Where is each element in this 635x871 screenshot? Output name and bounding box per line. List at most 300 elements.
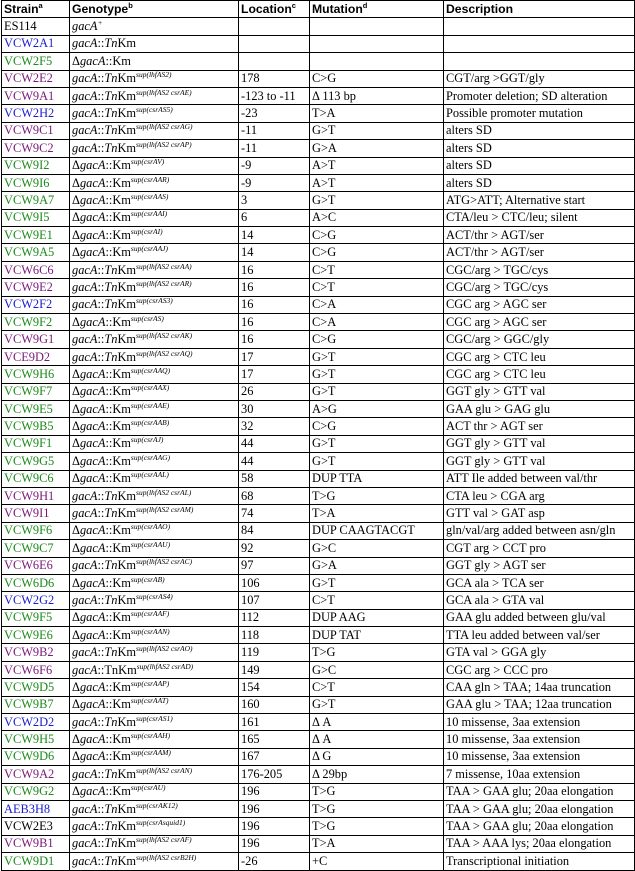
genotype-cell [70, 279, 239, 296]
genotype-suppressor: sup(lhfAS2) [136, 70, 172, 80]
genotype-gene: gacA [72, 853, 98, 868]
location-cell: 58 [239, 470, 310, 487]
table-row [2, 609, 635, 626]
genotype-prefix: Δ [72, 175, 80, 190]
genotype-marker: Km [117, 88, 137, 103]
mutation-cell: T>G [310, 800, 444, 817]
genotype-suppressor: sup(csrAV) [130, 157, 165, 167]
genotype-cell [70, 731, 239, 748]
genotype-insertion: ::Km [105, 366, 131, 381]
table-body [2, 18, 635, 870]
genotype-insertion: :: [97, 279, 105, 294]
strain-cell: VCW9A5 [2, 244, 70, 261]
table-row [2, 696, 635, 713]
genotype-gene: gacA [79, 540, 106, 555]
genotype-prefix: Δ [72, 749, 80, 764]
genotype-transposon: Tn [104, 819, 118, 834]
header-label: Description [446, 1, 514, 16]
genotype-gene: gacA [79, 679, 106, 694]
strain-cell: ES114 [2, 18, 70, 35]
table-row [2, 853, 635, 870]
genotype-cell [70, 505, 239, 522]
genotype-gene: gacA [72, 279, 98, 294]
genotype-insertion: ::Km [105, 384, 131, 399]
strain-cell: VCW9I6 [2, 174, 70, 191]
genotype-gene: gacA [72, 349, 98, 364]
location-cell: 44 [239, 453, 310, 470]
genotype-transposon: Tn [104, 714, 118, 729]
genotype-cell [70, 174, 239, 191]
strain-cell: AEB3H8 [2, 800, 70, 817]
genotype-suppressor: sup(csrAS1) [136, 713, 173, 723]
genotype-gene: gacA [79, 575, 106, 590]
strain-cell: VCW2F2 [2, 296, 70, 313]
strain-cell: VCW9H6 [2, 366, 70, 383]
genotype-prefix: Δ [72, 540, 80, 555]
table-row [2, 400, 635, 417]
genotype-cell [70, 853, 239, 870]
table-row [2, 53, 635, 70]
genotype-gene: gacA [72, 140, 98, 155]
table-row [2, 261, 635, 278]
genotype-marker: Km [117, 332, 137, 347]
genotype-gene: gacA [72, 645, 98, 660]
table-row [2, 244, 635, 261]
genotype-gene: gacA [79, 53, 106, 68]
genotype-marker: Km [117, 349, 137, 364]
mutation-cell: G>C [310, 540, 444, 557]
location-cell: 16 [239, 314, 310, 331]
genotype-gene: gacA [79, 436, 106, 451]
location-cell: -11 [239, 140, 310, 157]
genotype-cell [70, 244, 239, 261]
strain-cell: VCW9D5 [2, 679, 70, 696]
strain-cell: VCW9A1 [2, 87, 70, 104]
table-row [2, 783, 635, 800]
genotype-suppressor: sup(lhfAS2 csrAR) [136, 278, 192, 288]
genotype-gene: gacA [79, 471, 106, 486]
genotype-cell [70, 383, 239, 400]
genotype-cell [70, 35, 239, 52]
location-cell: 16 [239, 296, 310, 313]
genotype-marker: Km [117, 558, 137, 573]
table-row [2, 800, 635, 817]
mutation-cell: A>T [310, 157, 444, 174]
genotype-cell [70, 227, 239, 244]
genotype-cell [70, 400, 239, 417]
description-cell: CTA leu > CGA arg [444, 487, 635, 504]
location-cell [239, 35, 310, 52]
location-cell: 92 [239, 540, 310, 557]
genotype-marker: Km [117, 279, 137, 294]
genotype-suppressor: sup(csrAS3) [136, 296, 173, 306]
genotype-gene: gacA [72, 36, 98, 51]
genotype-gene: gacA [72, 714, 98, 729]
genotype-gene: gacA [79, 749, 106, 764]
genotype-insertion: ::Km [105, 540, 131, 555]
genotype-transposon: Tn [104, 349, 118, 364]
description-cell: CGC arg > AGC ser [444, 296, 635, 313]
table-row [2, 487, 635, 504]
genotype-gene: gacA [79, 627, 106, 642]
genotype-prefix: Δ [72, 575, 80, 590]
genotype-suppressor: sup(lhfAS2 csrAD) [136, 661, 194, 671]
genotype-cell [70, 644, 239, 661]
location-cell: 17 [239, 366, 310, 383]
genotype-gene: gacA [79, 210, 106, 225]
genotype-insertion: :: [97, 140, 105, 155]
mutation-cell: G>A [310, 140, 444, 157]
mutation-cell: Δ A [310, 714, 444, 731]
mutation-cell: G>T [310, 696, 444, 713]
strain-cell: VCE9D2 [2, 348, 70, 365]
location-cell: 165 [239, 731, 310, 748]
location-cell: 196 [239, 818, 310, 835]
genotype-suppressor: sup(lhfAS2 csrAG) [136, 122, 193, 132]
table-row [2, 679, 635, 696]
description-cell: alters SD [444, 174, 635, 191]
genotype-prefix: Δ [72, 401, 80, 416]
strain-cell: VCW6D6 [2, 574, 70, 591]
genotype-suppressor: sup(lhfAS2 csrAP) [136, 139, 192, 149]
mutation-cell: T>G [310, 487, 444, 504]
genotype-gene: gacA [72, 592, 98, 607]
location-cell: -26 [239, 853, 310, 870]
genotype-suppressor: sup(csrAAM) [130, 748, 171, 758]
table-row [2, 574, 635, 591]
mutation-cell: +C [310, 853, 444, 870]
genotype-suppressor: sup(csrAU) [130, 783, 166, 793]
genotype-gene: gacA [79, 366, 106, 381]
genotype-cell [70, 418, 239, 435]
description-header [444, 1, 635, 18]
mutation-cell: G>T [310, 192, 444, 209]
location-cell: 196 [239, 783, 310, 800]
genotype-cell [70, 70, 239, 87]
mutation-cell: Δ 113 bp [310, 87, 444, 104]
genotype-cell [70, 540, 239, 557]
genotype-cell [70, 783, 239, 800]
genotype-suppressor: sup(csrAAJ) [130, 244, 168, 254]
mutation-cell: T>A [310, 835, 444, 852]
location-cell: -9 [239, 174, 310, 191]
genotype-suppressor: sup(csrAAB) [130, 417, 170, 427]
genotype-insertion: ::Km [105, 210, 131, 225]
genotype-transposon: Tn [104, 297, 118, 312]
genotype-gene: gacA [72, 819, 98, 834]
mutation-cell: A>G [310, 400, 444, 417]
strain-cell: VCW9B5 [2, 418, 70, 435]
table-row [2, 418, 635, 435]
mutation-cell: C>T [310, 679, 444, 696]
strain-cell: VCW2E3 [2, 818, 70, 835]
description-cell: TAA > AAA lys; 20aa elongation [444, 835, 635, 852]
mutation-cell: DUP TAT [310, 627, 444, 644]
location-cell: 112 [239, 609, 310, 626]
genotype-gene: gacA [79, 158, 106, 173]
genotype-insertion: :: [97, 766, 105, 781]
table-row [2, 157, 635, 174]
table-row [2, 470, 635, 487]
genotype-gene: gacA [79, 384, 106, 399]
genotype-prefix: Δ [72, 314, 80, 329]
description-cell: 10 missense, 3aa extension [444, 731, 635, 748]
strain-cell: VCW2H2 [2, 105, 70, 122]
genotype-cell [70, 487, 239, 504]
table-row [2, 818, 635, 835]
strain-mutation-table [1, 0, 635, 871]
genotype-insertion: ::Km [105, 784, 131, 799]
location-cell: 106 [239, 574, 310, 591]
genotype-prefix: Δ [72, 53, 80, 68]
description-cell: TAA > GAA glu; 20aa elongation [444, 800, 635, 817]
table-row [2, 227, 635, 244]
genotype-suppressor: sup(csrAJ) [130, 435, 164, 445]
table-row [2, 140, 635, 157]
genotype-suppressor: sup(csrAAF) [130, 609, 170, 619]
table-row [2, 627, 635, 644]
table-row [2, 348, 635, 365]
mutation-cell: C>A [310, 296, 444, 313]
mutation-cell: Δ A [310, 731, 444, 748]
genotype-insertion: ::Km [105, 749, 131, 764]
description-cell: GGT gly > GTT val [444, 383, 635, 400]
genotype-gene: gacA [79, 419, 106, 434]
genotype-insertion: ::Km [105, 245, 131, 260]
genotype-transposon: Tn [104, 71, 118, 86]
location-cell: 16 [239, 331, 310, 348]
genotype-insertion: ::Km [105, 175, 131, 190]
strain-cell: VCW9C6 [2, 470, 70, 487]
genotype-gene: gacA [79, 697, 106, 712]
description-cell: GAA glu > TAA; 12aa truncation [444, 696, 635, 713]
header-footnote-mark: b [128, 0, 133, 10]
genotype-insertion: :: [97, 88, 105, 103]
genotype-transposon: Tn [104, 766, 118, 781]
genotype-insertion: ::Km [105, 471, 131, 486]
genotype-gene: gacA [79, 227, 106, 242]
genotype-cell [70, 105, 239, 122]
strain-cell: VCW2A1 [2, 35, 70, 52]
mutation-cell: C>G [310, 331, 444, 348]
genotype-insertion: :: [97, 36, 105, 51]
strain-cell: VCW2D2 [2, 714, 70, 731]
genotype-insertion: :: [97, 819, 105, 834]
genotype-marker: Km [117, 592, 137, 607]
genotype-prefix: Δ [72, 523, 80, 538]
genotype-insertion: ::Km [105, 697, 131, 712]
table-row [2, 557, 635, 574]
location-cell: 196 [239, 800, 310, 817]
table-row [2, 505, 635, 522]
header-footnote-mark: d [362, 0, 368, 10]
genotype-suppressor: sup(csrAK12) [136, 800, 178, 810]
genotype-cell [70, 627, 239, 644]
genotype-gene: gacA [79, 314, 106, 329]
location-cell: 178 [239, 70, 310, 87]
genotype-gene: gacA [79, 523, 106, 538]
description-cell: ACT thr > AGT ser [444, 418, 635, 435]
location-cell: 16 [239, 279, 310, 296]
genotype-header [70, 1, 239, 18]
genotype-cell [70, 818, 239, 835]
genotype-suppressor: sup(csrAAP) [130, 678, 170, 688]
genotype-gene: gacA [72, 88, 98, 103]
genotype-suppressor: sup(lhfAS2 csrAE) [136, 87, 192, 97]
genotype-prefix: Δ [72, 732, 80, 747]
mutation-cell: C>G [310, 227, 444, 244]
genotype-gene: gacA [72, 506, 98, 521]
strain-cell: VCW9I2 [2, 157, 70, 174]
genotype-gene: gacA [72, 766, 98, 781]
strain-cell: VCW9I1 [2, 505, 70, 522]
table-row [2, 366, 635, 383]
description-cell: GAA glu added between glu/val [444, 609, 635, 626]
genotype-suppressor: sup(lhfAS2 csrAA) [136, 261, 192, 271]
genotype-insertion: :: [97, 349, 105, 364]
mutation-cell: A>T [310, 174, 444, 191]
genotype-cell [70, 192, 239, 209]
genotype-transposon: Tn [104, 558, 118, 573]
mutation-cell [310, 18, 444, 35]
genotype-marker: Km [117, 262, 137, 277]
genotype-transposon: Tn [104, 262, 118, 277]
description-cell: CGT/arg >GGT/gly [444, 70, 635, 87]
genotype-marker: Km [117, 140, 137, 155]
genotype-gene: gacA [79, 610, 106, 625]
mutation-cell: C>T [310, 279, 444, 296]
genotype-prefix: Δ [72, 210, 80, 225]
strain-cell: VCW9H5 [2, 731, 70, 748]
table-row [2, 748, 635, 765]
genotype-suppressor: sup(csrAAX) [130, 383, 170, 393]
genotype-prefix: Δ [72, 697, 80, 712]
description-cell: CTA/leu > CTC/leu; silent [444, 209, 635, 226]
location-cell: 167 [239, 748, 310, 765]
genotype-gene: gacA [72, 297, 98, 312]
strain-cell: VCW9A2 [2, 766, 70, 783]
description-cell: GGT gly > GTT val [444, 435, 635, 452]
mutation-cell: C>G [310, 70, 444, 87]
location-cell: 3 [239, 192, 310, 209]
description-cell: ACT/thr > AGT/ser [444, 244, 635, 261]
table-row [2, 453, 635, 470]
mutation-cell: DUP CAAGTACGT [310, 522, 444, 539]
description-cell: 10 missense, 3aa extension [444, 714, 635, 731]
genotype-insertion: :: [97, 123, 105, 138]
table-row [2, 296, 635, 313]
location-cell [239, 53, 310, 70]
genotype-cell [70, 53, 239, 70]
genotype-cell [70, 261, 239, 278]
genotype-insertion: ::Km [105, 575, 131, 590]
genotype-cell [70, 366, 239, 383]
genotype-transposon: Tn [104, 140, 118, 155]
location-cell: 196 [239, 835, 310, 852]
genotype-cell [70, 435, 239, 452]
table-row [2, 331, 635, 348]
genotype-suppressor: + [97, 17, 103, 27]
genotype-gene: gacA [72, 71, 98, 86]
genotype-insertion: ::Km [105, 53, 131, 68]
description-cell: GCA ala > TCA ser [444, 574, 635, 591]
genotype-prefix: Δ [72, 366, 80, 381]
mutation-cell: T>A [310, 505, 444, 522]
genotype-marker: Km [117, 819, 137, 834]
genotype-insertion: :: [97, 332, 105, 347]
mutation-cell: G>T [310, 383, 444, 400]
header-label: Genotype [72, 1, 129, 16]
table-row [2, 314, 635, 331]
genotype-suppressor: sup(csrAS) [130, 313, 164, 323]
description-cell: alters SD [444, 140, 635, 157]
strain-cell: VCW9E5 [2, 400, 70, 417]
location-cell [239, 18, 310, 35]
genotype-gene: gacA [79, 732, 106, 747]
genotype-prefix: Δ [72, 679, 80, 694]
location-cell: -11 [239, 122, 310, 139]
genotype-cell [70, 766, 239, 783]
description-cell: GAA glu > GAG glu [444, 400, 635, 417]
genotype-gene: gacA [79, 453, 106, 468]
genotype-insertion: ::Km [105, 523, 131, 538]
mutation-cell: A>C [310, 209, 444, 226]
genotype-suppressor: sup(lhfAS2 csrAN) [136, 765, 193, 775]
genotype-cell [70, 331, 239, 348]
table-row [2, 279, 635, 296]
genotype-insertion: :: [97, 488, 105, 503]
genotype-cell [70, 87, 239, 104]
genotype-marker: Km [117, 36, 137, 51]
strain-cell: VCW9H1 [2, 487, 70, 504]
location-cell: 30 [239, 400, 310, 417]
genotype-insertion: :: [97, 71, 105, 86]
table-row [2, 192, 635, 209]
genotype-suppressor: sup(csrAAU) [130, 539, 171, 549]
genotype-transposon: Tn [104, 123, 118, 138]
description-cell: ATT Ile added between val/thr [444, 470, 635, 487]
description-cell: alters SD [444, 122, 635, 139]
genotype-suppressor: sup(csrAB) [130, 574, 165, 584]
description-cell: GGT gly > AGT ser [444, 557, 635, 574]
genotype-cell [70, 18, 239, 35]
genotype-prefix: Δ [72, 245, 80, 260]
genotype-transposon: Tn [104, 853, 118, 868]
genotype-cell [70, 592, 239, 609]
strain-cell: VCW9E1 [2, 227, 70, 244]
mutation-cell: T>G [310, 818, 444, 835]
genotype-marker: Km [117, 123, 137, 138]
mutation-cell: G>T [310, 122, 444, 139]
mutation-cell: DUP TTA [310, 470, 444, 487]
description-cell: GTA val > GGA gly [444, 644, 635, 661]
mutation-cell: G>C [310, 661, 444, 678]
description-cell: Possible promoter mutation [444, 105, 635, 122]
location-cell: 97 [239, 557, 310, 574]
genotype-insertion: ::Km [105, 627, 131, 642]
strain-cell: VCW9I5 [2, 209, 70, 226]
table-row [2, 435, 635, 452]
location-cell: 17 [239, 348, 310, 365]
strain-cell: VCW6C6 [2, 261, 70, 278]
genotype-insertion: ::Km [105, 401, 131, 416]
genotype-cell [70, 714, 239, 731]
mutation-cell: G>A [310, 557, 444, 574]
location-cell: 118 [239, 627, 310, 644]
genotype-insertion: :: [97, 645, 105, 660]
mutation-cell [310, 35, 444, 52]
genotype-prefix: Δ [72, 471, 80, 486]
